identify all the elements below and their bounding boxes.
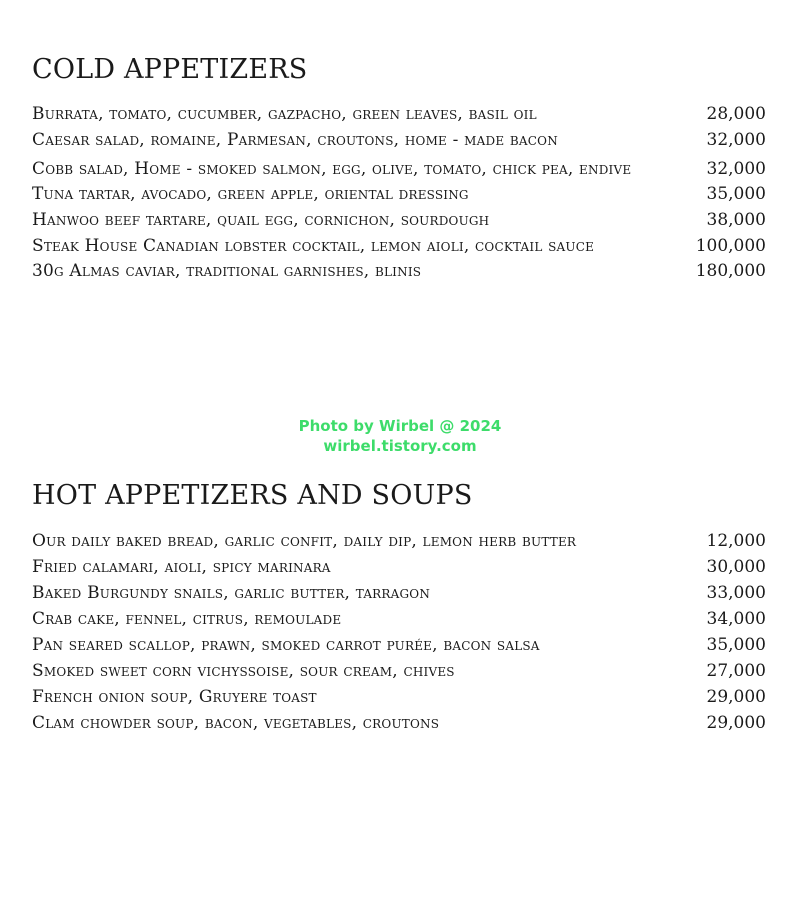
menu-item: [32, 585, 766, 602]
cold-appetizers-list: [32, 106, 766, 283]
menu-item-price: 29,000: [706, 687, 766, 707]
menu-item-name: Caesar salad, romaine, Parmesan, croutons, home - made bacon: [32, 130, 558, 150]
menu-item: [32, 611, 766, 628]
menu-item-name: Cobb salad, Home - smoked salmon, egg, olive, tomato, chick pea, endive: [32, 159, 632, 179]
menu-item: [32, 715, 766, 732]
menu-item-price: 32,000: [706, 130, 766, 150]
menu-item: [32, 263, 766, 280]
menu-item: [32, 559, 766, 576]
menu-item: [32, 132, 766, 149]
menu-item-name: Pan seared scallop, prawn, smoked carrot purée, bacon salsa: [32, 635, 540, 655]
menu-item-price: 33,000: [706, 583, 766, 603]
watermark-url: wirbel.tistory.com: [323, 437, 477, 455]
menu-item-name: Tuna tartar, avocado, green apple, oriental dressing: [32, 184, 469, 204]
menu-item-price: 35,000: [706, 635, 766, 655]
menu-item-price: 34,000: [706, 609, 766, 629]
menu-item-name: Clam chowder soup, bacon, vegetables, croutons: [32, 713, 440, 733]
menu-item: [32, 637, 766, 654]
menu-item-price: 32,000: [706, 159, 766, 179]
menu-item-name: Smoked sweet corn vichyssoise, sour cream, chives: [32, 661, 455, 681]
menu-item: [32, 186, 766, 203]
menu-item: [32, 212, 766, 229]
menu-item-name: Fried calamari, aioli, spicy marinara: [32, 557, 331, 577]
cold-appetizers-title: COLD APPETIZERS: [32, 54, 308, 85]
menu-item-name: Hanwoo beef tartare, quail egg, cornichon, sourdough: [32, 210, 490, 230]
menu-item-name: Steak House Canadian lobster cocktail, lemon aioli, cocktail sauce: [32, 236, 595, 256]
menu-item-name: Our daily baked bread, garlic confit, daily dip, lemon herb butter: [32, 531, 577, 551]
menu-item-price: 30,000: [706, 557, 766, 577]
menu-item: [32, 533, 766, 550]
menu-item-price: 180,000: [695, 261, 766, 281]
menu-item-name: French onion soup, Gruyere toast: [32, 687, 317, 707]
menu-item-name: Baked Burgundy snails, garlic butter, tarragon: [32, 583, 431, 603]
menu-item: [32, 238, 766, 255]
menu-item-price: 38,000: [706, 210, 766, 230]
photo-watermark: [0, 416, 800, 456]
menu-item: [32, 689, 766, 706]
menu-item-price: 28,000: [706, 104, 766, 124]
menu-item: [32, 663, 766, 680]
menu-item: [32, 106, 766, 123]
hot-appetizers-list: [32, 533, 766, 735]
menu-item: [32, 161, 766, 178]
menu-item-name: Burrata, tomato, cucumber, gazpacho, green leaves, basil oil: [32, 104, 537, 124]
menu-item-price: 12,000: [706, 531, 766, 551]
menu-item-name: Crab cake, fennel, citrus, remoulade: [32, 609, 342, 629]
hot-appetizers-title: HOT APPETIZERS AND SOUPS: [32, 480, 473, 511]
menu-item-name: 30g Almas caviar, traditional garnishes, blinis: [32, 261, 422, 281]
menu-item-price: 29,000: [706, 713, 766, 733]
watermark-credit: Photo by Wirbel @ 2024: [298, 417, 502, 435]
menu-item-price: 100,000: [695, 236, 766, 256]
menu-item-price: 35,000: [706, 184, 766, 204]
menu-item-price: 27,000: [706, 661, 766, 681]
